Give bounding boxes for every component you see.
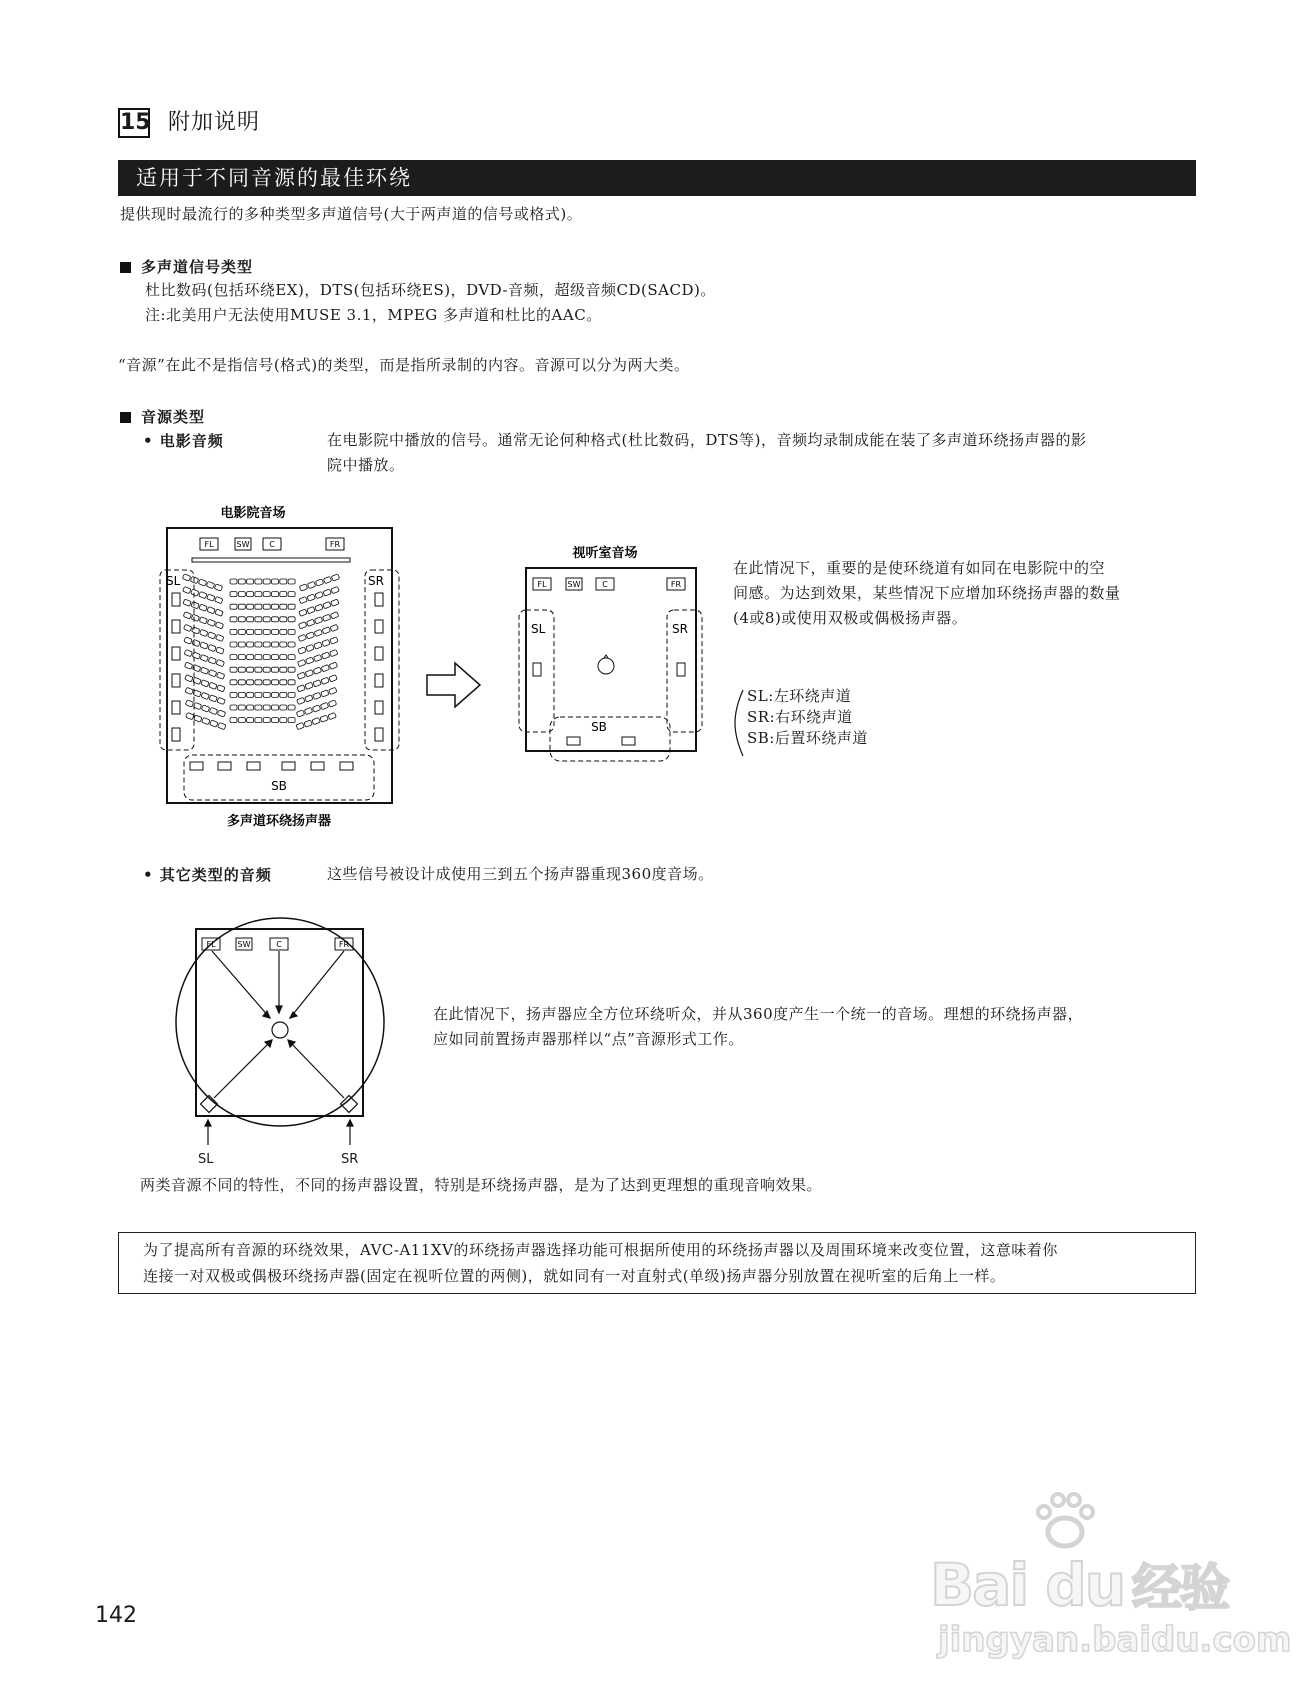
seat — [329, 662, 337, 669]
multichannel-heading — [120, 256, 253, 277]
seat — [331, 586, 339, 593]
seat — [218, 722, 226, 729]
seat — [184, 624, 192, 631]
fl-label: FL — [537, 580, 547, 589]
seat — [230, 705, 237, 710]
seat — [305, 695, 313, 702]
seat — [230, 642, 237, 647]
seat — [238, 692, 245, 697]
seat — [322, 627, 330, 634]
seat — [238, 705, 245, 710]
c-label: C — [602, 580, 608, 589]
watermark-url: jingyan.baidu.com — [938, 1620, 1292, 1660]
seat — [307, 594, 315, 601]
seat — [238, 655, 245, 660]
seat — [208, 644, 216, 651]
seat — [207, 594, 215, 601]
seat — [214, 584, 222, 591]
seat — [280, 655, 287, 660]
seat — [201, 705, 209, 712]
seat — [272, 592, 279, 597]
seat — [185, 687, 193, 694]
seat — [288, 667, 295, 672]
section-number: 15 — [118, 108, 150, 138]
seat — [185, 700, 193, 707]
seat — [202, 717, 210, 724]
seat — [314, 654, 322, 661]
sw-label: SW — [236, 540, 250, 549]
seat — [255, 655, 262, 660]
seat — [255, 667, 262, 672]
seat — [238, 680, 245, 685]
seat — [247, 692, 254, 697]
seat — [263, 680, 270, 685]
banner-title: 适用于不同音源的最佳环绕 — [118, 160, 1196, 196]
seat — [288, 604, 295, 609]
summary-text: 两类音源不同的特性，不同的扬声器设置，特别是环绕扬声器，是为了达到更理想的重现音响效果。 — [140, 1176, 823, 1194]
seat — [288, 705, 295, 710]
intro-text: 提供现时最流行的多种类型多声道信号(大于两声道的信号或格式)。 — [120, 205, 583, 223]
sr-bottom-label: SR — [341, 1152, 359, 1167]
seat — [183, 612, 191, 619]
other-text-1: 在此情况下，扬声器应全方位环绕听众，并从360度产生一个统一的音场。理想的环绕扬声器， — [433, 1005, 1084, 1023]
fr-label: FR — [329, 540, 341, 549]
seat — [215, 609, 223, 616]
seat — [208, 632, 216, 639]
seat — [315, 591, 323, 598]
seat — [272, 642, 279, 647]
seat — [185, 675, 193, 682]
seat — [255, 579, 262, 584]
sl-label: SL — [166, 574, 181, 588]
source-types-heading-text: 音源类型 — [141, 408, 206, 426]
seat — [200, 629, 208, 636]
seat — [305, 670, 313, 677]
seat — [255, 617, 262, 622]
seat — [255, 718, 262, 723]
seat — [330, 637, 338, 644]
seat — [186, 712, 194, 719]
seat — [198, 579, 206, 586]
seat — [280, 680, 287, 685]
seat — [247, 579, 254, 584]
seat — [299, 584, 307, 591]
seat — [192, 639, 200, 646]
seat — [314, 617, 322, 624]
legend-sb: SB:后置环绕声道 — [747, 729, 868, 747]
seat — [297, 672, 305, 679]
seat — [306, 619, 314, 626]
seat — [288, 617, 295, 622]
seat — [280, 692, 287, 697]
watermark-brand: Bai — [930, 1551, 1028, 1619]
arrow-right-icon — [425, 660, 485, 710]
other-diagram — [170, 910, 400, 1150]
seat — [238, 592, 245, 597]
seat — [230, 667, 237, 672]
sr-label: SR — [368, 574, 384, 588]
seat — [280, 718, 287, 723]
multichannel-line2: 注:北美用户无法使用MUSE 3.1，MPEG 多声道和杜比的AAC。 — [145, 306, 602, 324]
seat — [182, 574, 190, 581]
seat — [298, 622, 306, 629]
seat — [288, 642, 295, 647]
seat — [238, 579, 245, 584]
seat — [314, 629, 322, 636]
watermark-brand2: du — [1045, 1551, 1125, 1619]
seat — [184, 649, 192, 656]
screen — [192, 558, 350, 562]
seat — [216, 672, 224, 679]
seat — [247, 705, 254, 710]
seating-area — [182, 574, 339, 730]
seat — [307, 581, 315, 588]
seat — [280, 667, 287, 672]
seat — [263, 592, 270, 597]
seat — [255, 642, 262, 647]
sr-speaker — [677, 663, 685, 676]
seat — [263, 692, 270, 697]
seat — [323, 589, 331, 596]
seat — [238, 629, 245, 634]
cinema-title: 电影院音场 — [220, 506, 286, 521]
seat — [296, 722, 304, 729]
fr-label: FR — [670, 580, 682, 589]
seat — [255, 680, 262, 685]
sw-label: SW — [237, 940, 251, 949]
seat — [314, 642, 322, 649]
seat — [330, 612, 338, 619]
seat — [330, 649, 338, 656]
seat — [200, 654, 208, 661]
seat — [238, 667, 245, 672]
legend-sr: SR:右环绕声道 — [747, 708, 853, 726]
seat — [304, 707, 312, 714]
seat — [201, 680, 209, 687]
seat — [194, 715, 202, 722]
seat — [210, 720, 218, 727]
seat — [280, 604, 287, 609]
seat — [184, 637, 192, 644]
paw-icon — [1030, 1490, 1100, 1550]
seat — [321, 690, 329, 697]
seat — [263, 655, 270, 660]
seat — [238, 604, 245, 609]
seat — [247, 592, 254, 597]
seat — [299, 596, 307, 603]
seat — [288, 692, 295, 697]
seat — [297, 697, 305, 704]
source-note: “音源”在此不是指信号(格式)的类型，而是指所录制的内容。音源可以分为两大类。 — [118, 356, 690, 374]
seat — [298, 634, 306, 641]
seat — [230, 655, 237, 660]
seat — [255, 705, 262, 710]
seat — [263, 629, 270, 634]
seat — [272, 655, 279, 660]
seat — [255, 592, 262, 597]
seat — [200, 642, 208, 649]
sl-bottom-label: SL — [198, 1152, 214, 1167]
seat — [299, 609, 307, 616]
seat — [288, 579, 295, 584]
note-box — [118, 1232, 1196, 1294]
room-title: 视听室音场 — [572, 546, 638, 561]
seat — [328, 700, 336, 707]
seat — [306, 657, 314, 664]
seat — [216, 647, 224, 654]
legend-sl: SL:左环绕声道 — [747, 687, 852, 705]
seat — [272, 680, 279, 685]
seat — [312, 717, 320, 724]
seat — [263, 604, 270, 609]
multichannel-heading-text: 多声道信号类型 — [141, 258, 254, 276]
seat — [230, 692, 237, 697]
seat — [207, 619, 215, 626]
seat — [247, 604, 254, 609]
seat — [306, 632, 314, 639]
other-text-2: 应如同前置扬声器那样以“点”音源形式工作。 — [433, 1030, 744, 1048]
room-text-3: (4或8)或使用双极或偶极扬声器。 — [733, 609, 968, 627]
c-label: C — [276, 940, 282, 949]
seat — [192, 627, 200, 634]
seat — [238, 718, 245, 723]
seat — [263, 642, 270, 647]
seat — [238, 617, 245, 622]
seat — [247, 655, 254, 660]
c-label: C — [269, 540, 275, 549]
seat — [288, 655, 295, 660]
seat — [199, 591, 207, 598]
seat — [230, 604, 237, 609]
seat — [312, 705, 320, 712]
sl-label: SL — [531, 622, 546, 636]
seat — [272, 705, 279, 710]
seat — [280, 629, 287, 634]
movie-desc-2: 院中播放。 — [327, 456, 405, 474]
seat — [200, 667, 208, 674]
seat — [230, 617, 237, 622]
seat — [297, 685, 305, 692]
seat — [247, 642, 254, 647]
seat — [230, 629, 237, 634]
seat — [183, 586, 191, 593]
seat — [230, 579, 237, 584]
seat — [320, 715, 328, 722]
seat — [280, 592, 287, 597]
seat — [331, 574, 339, 581]
cinema-caption: 多声道环绕扬声器 — [226, 814, 332, 829]
seat — [331, 599, 339, 606]
seat — [272, 629, 279, 634]
seat — [238, 642, 245, 647]
other-desc: 这些信号被设计成使用三到五个扬声器重现360度音场。 — [327, 865, 714, 883]
seat — [272, 718, 279, 723]
seat — [328, 712, 336, 719]
seat — [209, 707, 217, 714]
seat — [184, 662, 192, 669]
seat — [288, 718, 295, 723]
seat — [199, 604, 207, 611]
section-title: 附加说明 — [168, 110, 261, 135]
seat — [215, 596, 223, 603]
square-bullet-icon — [120, 412, 131, 423]
seat — [263, 667, 270, 672]
seat — [307, 607, 315, 614]
fr-label: FR — [338, 940, 350, 949]
seat — [280, 642, 287, 647]
room-text-2: 间感。为达到效果，某些情况下应增加环绕扬声器的数量 — [733, 584, 1121, 602]
seat — [313, 667, 321, 674]
seat — [280, 579, 287, 584]
seat — [323, 602, 331, 609]
seat — [247, 667, 254, 672]
seat — [255, 604, 262, 609]
seat — [322, 652, 330, 659]
note-line-2: 连接一对双极或偶极环绕扬声器(固定在视听位置的两侧)，就如同有一对直射式(单级)扬声器分别放置在视听室的后角上一样。 — [143, 1267, 1006, 1285]
seat — [216, 659, 224, 666]
square-bullet-icon — [120, 262, 131, 273]
seat — [288, 629, 295, 634]
seat — [298, 659, 306, 666]
seat — [208, 657, 216, 664]
legend-brace — [733, 688, 745, 758]
seat — [315, 579, 323, 586]
room-diagram — [515, 545, 710, 765]
seat — [280, 617, 287, 622]
seat — [230, 718, 237, 723]
seat — [296, 710, 304, 717]
seat — [330, 624, 338, 631]
multichannel-line1: 杜比数码(包括环绕EX)，DTS(包括环绕ES)，DVD-音频，超级音频CD(SACD)。 — [145, 281, 716, 299]
seat — [207, 607, 215, 614]
seat — [313, 692, 321, 699]
sr-label: SR — [672, 622, 688, 636]
sb-label: SB — [271, 779, 287, 793]
seat — [305, 682, 313, 689]
seat — [209, 695, 217, 702]
movie-desc-1: 在电影院中播放的信号。通常无论何种格式(杜比数码，DTS等)，音频均录制成能在装了多声道环绕扬声器的影 — [327, 431, 1087, 449]
seat — [329, 687, 337, 694]
seat — [247, 718, 254, 723]
seat — [329, 675, 337, 682]
seat — [247, 617, 254, 622]
sb-label: SB — [591, 720, 607, 734]
seat — [306, 644, 314, 651]
seat — [199, 617, 207, 624]
seat — [192, 652, 200, 659]
seat — [215, 622, 223, 629]
seat — [304, 720, 312, 727]
seat — [315, 604, 323, 611]
seat — [191, 589, 199, 596]
page-number: 142 — [95, 1603, 137, 1628]
seat — [247, 680, 254, 685]
fl-label: FL — [204, 540, 214, 549]
seat — [272, 579, 279, 584]
seat — [208, 670, 216, 677]
seat — [216, 634, 224, 641]
seat — [320, 702, 328, 709]
seat — [201, 692, 209, 699]
seat — [183, 599, 191, 606]
note-line-1: 为了提高所有音源的环绕效果，AVC-A11XV的环绕扬声器选择功能可根据所使用的环绕扬声器以及周围环境来改变位置，这意味着你 — [143, 1241, 1058, 1259]
seat — [288, 592, 295, 597]
seat — [263, 718, 270, 723]
seat — [322, 639, 330, 646]
seat — [217, 685, 225, 692]
sl-speaker — [533, 663, 541, 676]
seat — [255, 629, 262, 634]
listener-icon — [272, 1022, 288, 1038]
watermark-cn: 经验 — [1132, 1559, 1229, 1617]
seat — [255, 692, 262, 697]
listener-icon — [598, 655, 614, 674]
sw-label: SW — [567, 580, 581, 589]
seat — [217, 697, 225, 704]
room-text-1: 在此情况下，重要的是使环绕道有如同在电影院中的空 — [733, 559, 1106, 577]
seat — [321, 665, 329, 672]
seat — [230, 592, 237, 597]
seat — [321, 677, 329, 684]
seat — [280, 705, 287, 710]
seat — [263, 705, 270, 710]
seat — [272, 692, 279, 697]
seat — [323, 576, 331, 583]
other-label: • 其它类型的音频 — [143, 866, 272, 884]
source-types-heading — [120, 406, 205, 427]
seat — [322, 614, 330, 621]
seat — [272, 667, 279, 672]
seat — [230, 680, 237, 685]
seat — [247, 629, 254, 634]
seat — [288, 680, 295, 685]
seat — [272, 604, 279, 609]
seat — [263, 579, 270, 584]
cinema-diagram — [150, 500, 420, 840]
seat — [298, 647, 306, 654]
seat — [191, 602, 199, 609]
fl-label: FL — [206, 940, 216, 949]
movie-label: • 电影音频 — [143, 432, 224, 450]
seat — [313, 680, 321, 687]
seat — [206, 581, 214, 588]
seat — [209, 682, 217, 689]
seat — [217, 710, 225, 717]
seat — [263, 617, 270, 622]
seat — [272, 617, 279, 622]
seat — [191, 614, 199, 621]
sb-group — [550, 717, 670, 761]
seat — [193, 702, 201, 709]
